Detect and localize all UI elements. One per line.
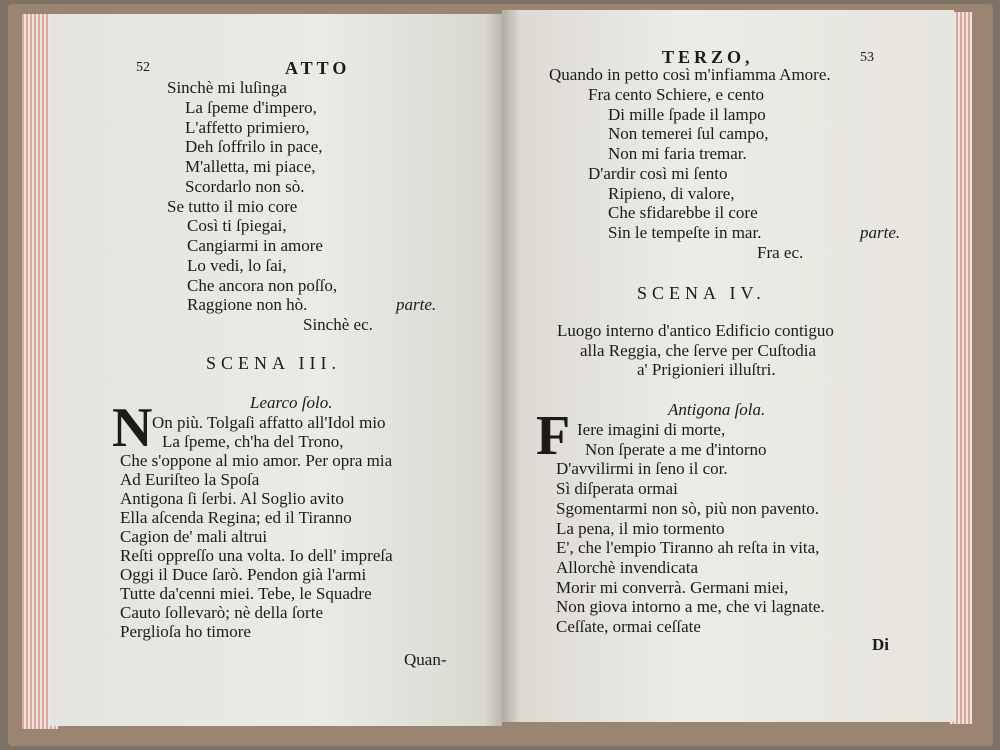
stage-direction: parte. <box>396 295 437 314</box>
catchword: Quan- <box>404 650 447 669</box>
text-line: Antigona ſi ſerbi. Al Soglio avito <box>120 489 344 508</box>
scene-title: SCENA III. <box>206 353 341 373</box>
text-line: Oggi il Duce ſarò. Pendon già l'armi <box>120 565 367 584</box>
text-line: Che sfidarebbe il core <box>608 203 758 223</box>
text-line: Lo vedi, lo ſai, <box>187 255 287 275</box>
text-line: Così ti ſpiegai, <box>187 216 287 236</box>
text-line: Che s'oppone al mio amor. Per opra mia <box>120 451 393 470</box>
stage-direction: parte. <box>860 223 901 242</box>
text-line: M'alletta, mi piace, <box>185 157 316 176</box>
running-head: TERZO, <box>662 47 754 67</box>
text-line: Ripieno, di valore, <box>608 183 735 203</box>
text-line: Ella aſcenda Regina; ed il Tiranno <box>120 508 352 527</box>
catchword: Di <box>872 635 889 654</box>
text-line: Morir mi converrà. Germani miei, <box>556 577 789 597</box>
text-line: Raggione non hò. <box>187 295 308 315</box>
running-head: ATTO <box>285 58 351 78</box>
text-line: a' Prigionieri illuſtri. <box>637 360 776 379</box>
text-line: E', che l'empio Tiranno ah reſta in vita, <box>556 538 820 558</box>
text-line: Non giova intorno a me, che vi lagnate. <box>556 597 825 617</box>
text-line: Ad Euriſteo la Spoſa <box>120 470 260 489</box>
text-line: On più. Tolgaſi affatto all'Idol mio <box>152 413 386 432</box>
text-line: Deh ſoffrilo in pace, <box>185 137 323 157</box>
scene-title: SCENA IV. <box>637 283 766 303</box>
text-line: Cauto ſollevarò; nè della ſorte <box>120 603 323 622</box>
drop-cap: F <box>536 405 571 467</box>
text-line: D'avvilirmi in ſeno il cor. <box>556 459 728 479</box>
text-line: Se tutto il mio core <box>167 196 298 216</box>
page-number: 53 <box>860 50 874 65</box>
text-line: Sinchè mi luſinga <box>167 78 287 97</box>
text-line: Allorchè invendicata <box>556 557 699 577</box>
page-number: 52 <box>136 60 150 75</box>
text-line: La ſpeme d'impero, <box>185 97 317 117</box>
scene-character: Learco ſolo. <box>250 393 333 412</box>
text-line: La pena, il mio tormento <box>556 518 725 538</box>
text-line: L'affetto primiero, <box>185 117 310 137</box>
text-line: Sin le tempeſte in mar. <box>608 223 762 242</box>
text-line: Sì diſperata ormai <box>556 479 678 499</box>
text-line: Sgomentarmi non sò, più non pavento. <box>556 498 820 518</box>
text-line: Cagion de' mali altrui <box>120 527 268 546</box>
text-line: Ceſſate, ormai ceſſate <box>556 617 701 636</box>
text-line: Che ancora non poſſo, <box>187 275 338 295</box>
text-line: Scordarlo non sò. <box>185 176 305 196</box>
text-line: D'ardir così mi ſento <box>588 163 728 183</box>
drop-cap: N <box>112 397 153 459</box>
text-line: La ſpeme, ch'ha del Trono, <box>162 432 344 451</box>
da-capo: Fra ec. <box>757 243 804 262</box>
text-line: Non temerei ſul campo, <box>608 124 769 144</box>
text-line: Non mi faria tremar. <box>608 144 747 163</box>
text-line: Non ſperate a me d'intorno <box>585 439 767 459</box>
text-line: Tutte da'cenni miei. Tebe, le Squadre <box>120 584 372 603</box>
text-line: Luogo interno d'antico Edificio contiguo <box>557 321 834 340</box>
da-capo: Sinchè ec. <box>303 315 373 334</box>
text-line: Quando in petto così m'infiamma Amore. <box>549 65 831 84</box>
text-line: Reſti oppreſſo una volta. Io dell' impreſa <box>120 546 393 565</box>
scene-character: Antigona ſola. <box>668 400 766 419</box>
text-line: Cangiarmi in amore <box>187 236 323 255</box>
text-line: alla Reggia, che ſerve per Cuſtodia <box>580 340 817 360</box>
text-line: Fra cento Schiere, e cento <box>588 84 765 104</box>
text-line: Perglioſa ho timore <box>120 622 251 641</box>
text-line: Di mille ſpade il lampo <box>608 104 766 124</box>
text-line: Iere imagini di morte, <box>577 420 726 439</box>
